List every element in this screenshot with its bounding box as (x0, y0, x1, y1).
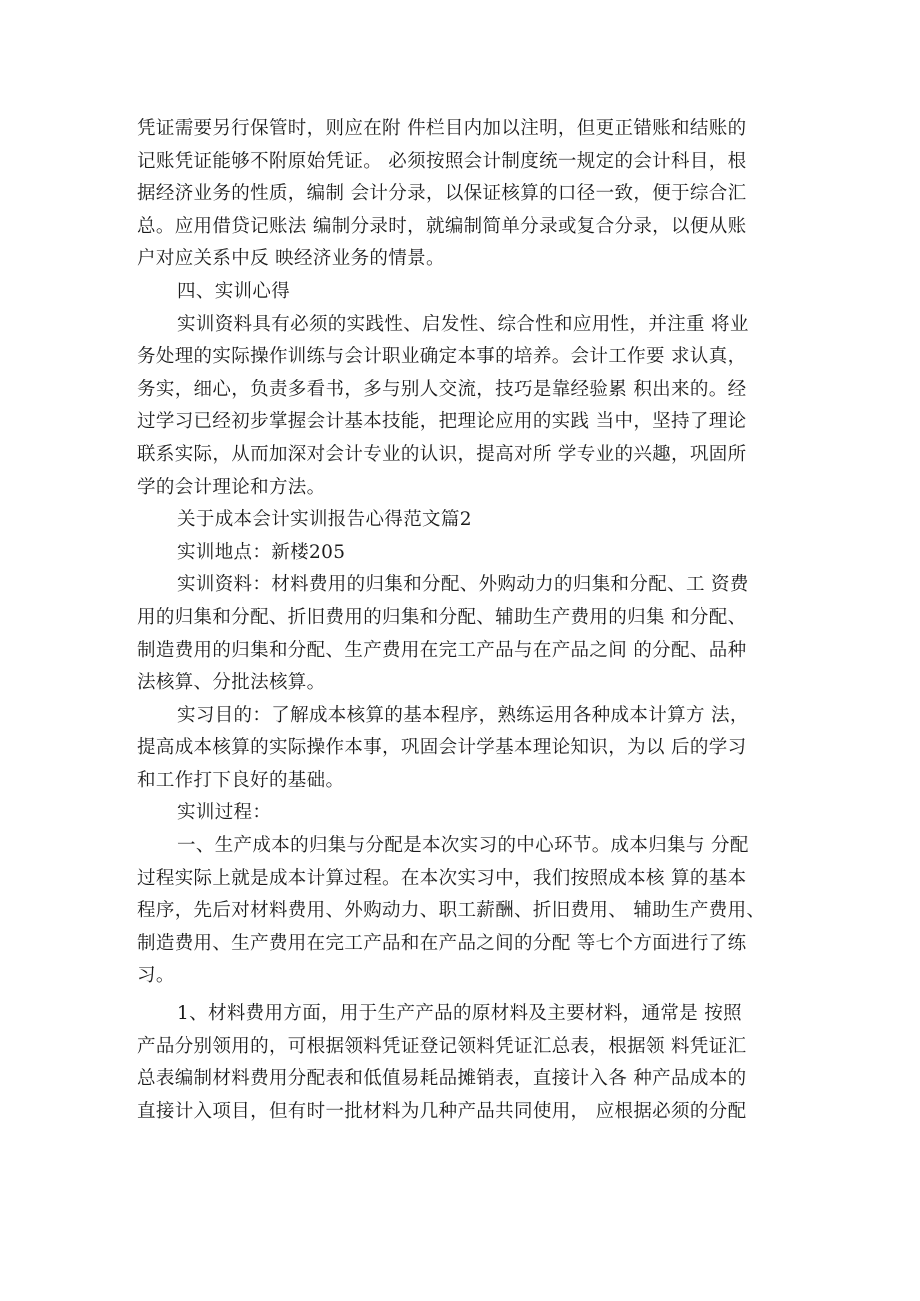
text-line: 制造费用的归集和分配、生产费用在完工产品与在产品之间 的分配、品种 (137, 639, 747, 661)
text-line: 一、生产成本的归集与分配是本次实习的中心环节。成本归集与 分配 (177, 835, 749, 857)
text-line: 总表编制材料费用分配表和低值易耗品摊销表，直接计入各 种产品成本的 (137, 1068, 747, 1090)
text-line: 实训资料具有必须的实践性、启发性、综合性和应用性，并注重 将业 (177, 313, 749, 335)
text-line: 制造费用、生产费用在完工产品和在产品之间的分配 等七个方面进行了练 (137, 932, 747, 954)
text-line: 关于成本会计实训报告心得范文篇2 (177, 509, 472, 531)
text-line: 务实，细心，负责多看书，多与别人交流，技巧是靠经验累 积出来的。经 (137, 378, 747, 400)
text-line: 户对应关系中反 映经济业务的情景。 (137, 248, 445, 270)
text-line: 提高成本核算的实际操作本事，巩固会计学基本理论知识，为以 后的学习 (137, 737, 747, 759)
text-line: 学的会计理论和方法。 (137, 476, 326, 498)
text-line: 实训地点：新楼205 (177, 541, 346, 563)
text-line: 法核算、分批法核算。 (137, 672, 326, 694)
text-line: 和工作打下良好的基础。 (137, 769, 345, 791)
text-line: 实训过程： (177, 802, 272, 824)
text-line: 过程实际上就是成本计算过程。在本次实习中，我们按照成本核 算的基本 (137, 867, 747, 889)
text-line: 务处理的实际操作训练与会计职业确定本事的培养。会计工作要 求认真， (137, 346, 747, 368)
text-line: 总。应用借贷记账法 编制分录时，就编制简单分录或复合分录，以便从账 (137, 215, 747, 237)
text-line: 四、实训心得 (177, 280, 291, 302)
text-line: 直接计入项目，但有时一批材料为几种产品共同使用， 应根据必须的分配 (137, 1100, 747, 1122)
text-line: 据经济业务的性质，编制 会计分录，以保证核算的口径一致，便于综合汇 (137, 183, 747, 205)
text-line: 1、材料费用方面，用于生产产品的原材料及主要材料，通常是 按照 (177, 1003, 743, 1025)
text-line: 实训资料：材料费用的归集和分配、外购动力的归集和分配、工 资费 (177, 574, 749, 596)
text-line: 用的归集和分配、折旧费用的归集和分配、辅助生产费用的归集 和分配、 (137, 606, 747, 628)
text-line: 记账凭证能够不附原始凭证。 必须按照会计制度统一规定的会计科目，根 (137, 150, 747, 172)
text-line: 实习目的：了解成本核算的基本程序，熟练运用各种成本计算方 法， (177, 704, 749, 726)
text-line: 凭证需要另行保管时，则应在附 件栏目内加以注明，但更正错账和结账的 (137, 118, 747, 139)
text-line: 联系实际，从而加深对会计专业的认识，提高对所 学专业的兴趣，巩固所 (137, 443, 747, 465)
text-line: 程序，先后对材料费用、外购动力、职工薪酬、折旧费用、 辅助生产费用、 (137, 900, 766, 922)
text-line: 过学习已经初步掌握会计基本技能，把理论应用的实践 当中，坚持了理论 (137, 411, 747, 433)
text-line: 习。 (137, 965, 175, 987)
text-line: 产品分别领用的，可根据领料凭证登记领料凭证汇总表，根据领 料凭证汇 (137, 1035, 747, 1057)
document-body (137, 113, 797, 1128)
